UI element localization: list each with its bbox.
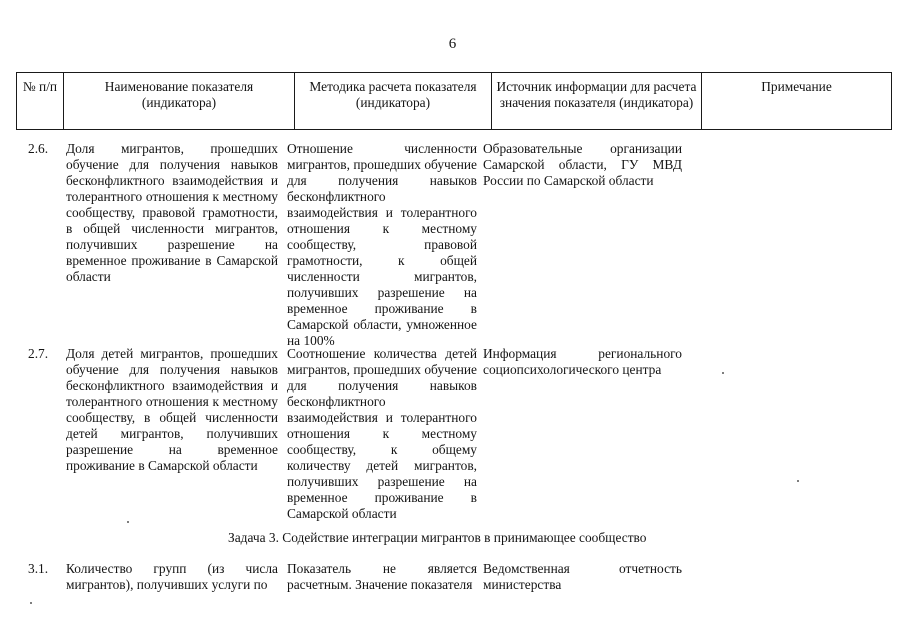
- row-source: Образовательные организации Самарской области, ГУ МВД России по Самарской области: [483, 141, 682, 188]
- row-source: Информация регионального социопсихологического центра: [483, 346, 682, 377]
- row-indicator-name: Доля детей мигрантов, прошедших обучение для получения навыков бесконфликтного взаимодействия и толерантного отношения к местному сообществу, в общей численности детей мигрантов, получивших разрешение на временное проживание в Самарской области: [66, 346, 278, 473]
- row-indicator-name: Доля мигрантов, прошедших обучение для получения навыков бесконфликтного взаимодействия и толерантного отношения к местному сообществу, правовой грамотности, в общей численности мигрантов, получивших разрешение на временное проживание в Самарской области: [66, 141, 278, 284]
- row-indicator-name: Количество групп (из числа мигрантов), получивших услуги по: [66, 561, 278, 592]
- row-number: 3.1.: [28, 561, 49, 576]
- scan-speck: [30, 602, 32, 604]
- scan-speck: [127, 521, 129, 523]
- row-method: Показатель не является расчетным. Значение показателя: [287, 561, 477, 592]
- task-title: Задача 3. Содействие интеграции мигрантов в принимающее сообщество: [228, 530, 647, 545]
- row-method: Соотношение количества детей мигрантов, прошедших обучение для получения навыков бесконфликтного взаимодействия и толерантного отношения к местному сообществу, к общему количеству детей мигрантов, получивших разрешение на временное проживание в Самарской области: [287, 346, 477, 521]
- page-number: 6: [448, 36, 457, 52]
- scan-speck: [797, 480, 799, 482]
- header-note: Примечание: [761, 79, 832, 94]
- header-number: № п/п: [17, 73, 64, 129]
- header-source: Источник информации для расчета значения показателя (индикатора): [492, 73, 702, 129]
- row-source: Ведомственная отчетность министерства: [483, 561, 682, 592]
- header-indicator-name: Наименование показателя (индикатора): [64, 73, 295, 129]
- row-number: 2.7.: [28, 346, 49, 361]
- row-method: Отношение численности мигрантов, прошедших обучение для получения навыков бесконфликтного взаимодействия и толерантного отношения к местному сообществу, правовой грамотности, к общей численности мигрантов, получивших разрешение на временное проживание в Самарской области, умноженное на 100%: [287, 141, 477, 348]
- table-header: [16, 72, 892, 130]
- header-method: Методика расчета показателя (индикатора): [295, 73, 492, 129]
- scan-speck: [722, 372, 724, 374]
- row-number: 2.6.: [28, 141, 49, 156]
